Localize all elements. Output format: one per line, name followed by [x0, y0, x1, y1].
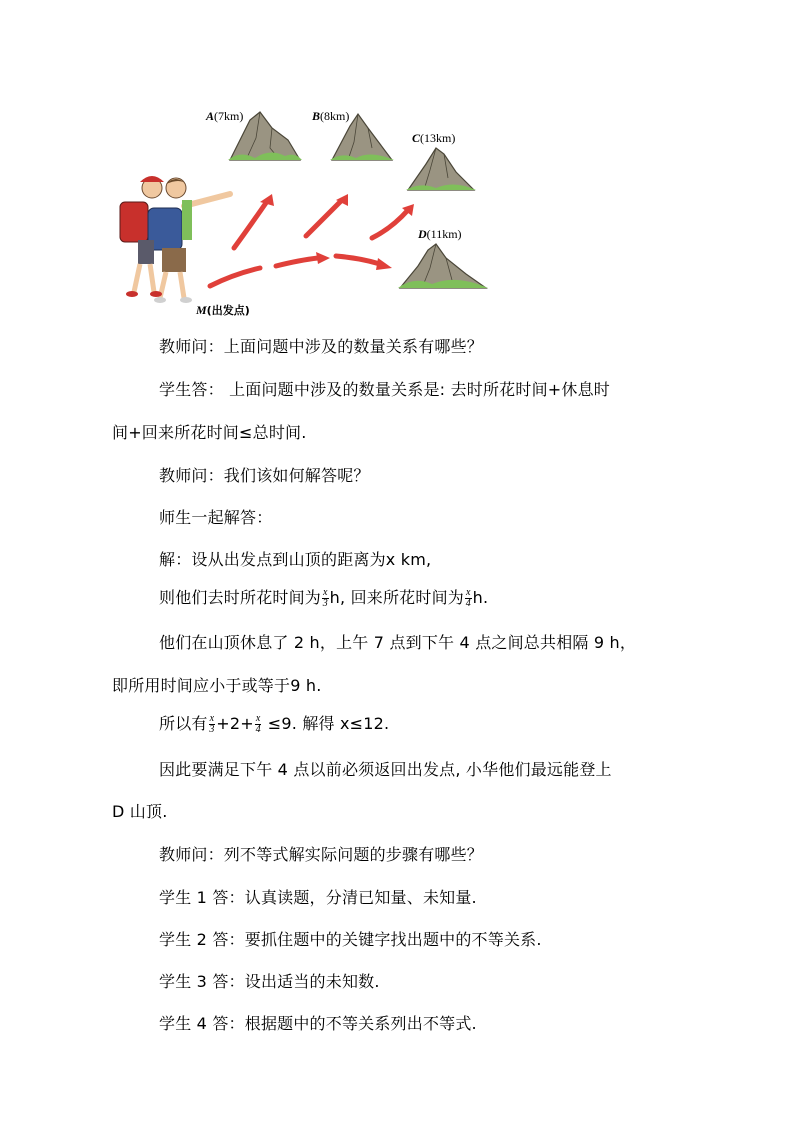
line-solution-setup: 解：设从出发点到山顶的距离为x km,	[159, 550, 432, 569]
line-student-4: 学生 4 答：根据题中的不等关系列出不等式.	[159, 1014, 477, 1033]
line-rest-time-cont: 即所用时间应小于或等于9 h.	[112, 676, 322, 695]
fraction-x-over-3: $\frac{x}{3}$	[322, 587, 328, 609]
label-b-dist: (8km)	[320, 109, 350, 123]
mountain-d-icon	[398, 244, 488, 288]
route-arrows	[210, 200, 408, 286]
line-rest-time: 他们在山顶休息了 2 h，上午 7 点到下午 4 点之间总共相隔 9 h，	[159, 633, 637, 652]
line-student-3: 学生 3 答：设出适当的未知数.	[159, 972, 380, 991]
fraction-x-over-3-b: $\frac{x}{3}$	[209, 713, 215, 735]
line-student-answer-1-cont: 间+回来所花时间≤总时间.	[112, 423, 307, 442]
line-time-expressions: 则他们去时所花时间为 $\frac{x}{3}$ h, 回来所花时间为 $\frac{x}{4}$ h.	[159, 587, 489, 609]
line-teacher-question-1: 教师问：上面问题中涉及的数量关系有哪些？	[159, 337, 484, 356]
fraction-x-over-4-b: $\frac{x}{4}$	[255, 713, 261, 735]
line-teacher-question-2: 教师问：我们该如何解答呢？	[159, 466, 370, 485]
label-c: C	[412, 131, 421, 145]
label-m: M	[196, 303, 207, 317]
line-student-2: 学生 2 答：要抓住题中的关键字找出题中的不等关系.	[159, 930, 542, 949]
line-student-answer-1: 学生答： 上面问题中涉及的数量关系是: 去时所花时间+休息时	[159, 380, 610, 399]
hiking-route-illustration	[110, 98, 510, 320]
label-a-dist: (7km)	[214, 109, 244, 123]
line-together: 师生一起解答：	[159, 508, 273, 527]
label-d-dist: (11km)	[426, 227, 462, 241]
svg-text:M(出发点)	[195, 303, 250, 317]
label-b: B	[312, 109, 321, 123]
label-m-desc: (出发点)	[206, 304, 250, 317]
line-conclusion: 因此要满足下午 4 点以前必须返回出发点, 小华他们最远能登上	[159, 760, 612, 779]
svg-text:A(7km)	[205, 109, 243, 123]
mountain-c-icon	[406, 148, 476, 190]
svg-text:C(13km)	[412, 131, 455, 145]
label-d: D	[418, 227, 427, 241]
line-student-1: 学生 1 答：认真读题，分清已知量、未知量.	[159, 888, 477, 907]
line-inequality: 所以有 $\frac{x}{3}$ +2+ $\frac{x}{4}$ ≤9. 解得 x≤12.	[159, 713, 390, 735]
line-teacher-question-3: 教师问：列不等式解实际问题的步骤有哪些？	[159, 845, 484, 864]
fraction-x-over-4: $\frac{x}{4}$	[465, 587, 471, 609]
label-a: A	[206, 109, 215, 123]
svg-text:D(11km)	[417, 227, 462, 241]
label-c-dist: (13km)	[420, 131, 456, 145]
line-conclusion-cont: D 山顶.	[112, 802, 168, 821]
svg-text:B(8km)	[311, 109, 349, 123]
